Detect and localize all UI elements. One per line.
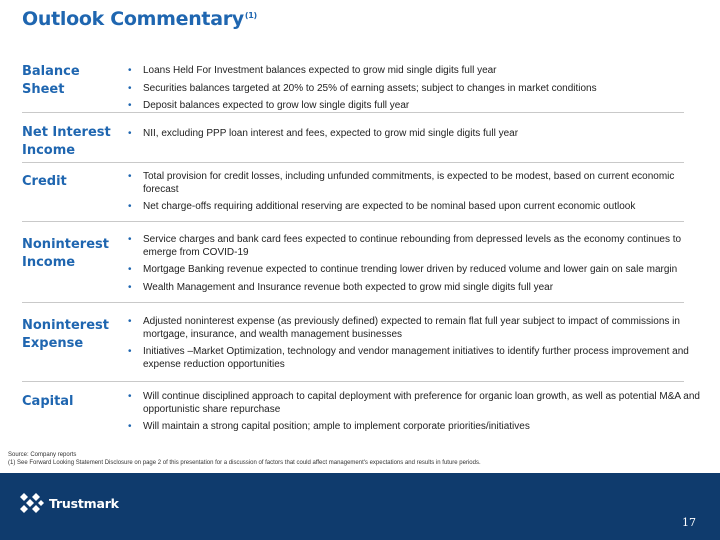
trustmark-logo [18,491,119,515]
title-footnote-marker: (1) [244,10,257,20]
section-divider [22,162,684,163]
label-line: Net Interest [22,125,111,140]
label-line: Balance [22,64,80,79]
section-label-credit [22,173,67,191]
label-line: Credit [22,174,67,189]
label-line: Capital [22,394,74,409]
bullets-credit [126,171,706,219]
bullet-item: • Service charges and bank card fees expected to continue rebounding from depressed levels as the economy continues to emerge from COVID-19 [126,234,706,259]
bullet-item: • Mortgage Banking revenue expected to continue trending lower driven by reduced volume and lower gain on sale margin [126,264,706,277]
section-label-balance-sheet [22,63,80,99]
bullet-item: • Net charge-offs requiring additional reserving are expected to be nominal based upon current economic outlook [126,201,706,214]
label-line: Expense [22,336,84,351]
bullet-item: • Will continue disciplined approach to capital deployment with preference for organic loan growth, as well as potential M&A and opportunistic share repurchase [126,391,706,416]
bullets-capital [126,391,706,439]
section-divider [22,381,684,382]
page-number: 17 [682,516,696,529]
bullet-item: • Total provision for credit losses, including unfunded commitments, is expected to be modest, based on current economic forecast [126,171,706,196]
trustmark-logo-icon [18,491,44,515]
bullet-item: • Deposit balances expected to grow low single digits full year [126,100,706,113]
label-line: Income [22,255,76,270]
section-label-capital [22,393,74,411]
title-text: Outlook Commentary [22,8,244,30]
bullet-item: • Loans Held For Investment balances expected to grow mid single digits full year [126,65,706,78]
section-divider [22,302,684,303]
label-line: Income [22,143,76,158]
label-line: Noninterest [22,318,109,333]
footnote-source: Source: Company reports [8,452,77,458]
bullet-item: • Will maintain a strong capital position; ample to implement corporate priorities/initiatives [126,421,706,434]
bullets-noninterest-income [126,234,706,299]
bullet-item: • Securities balances targeted at 20% to 25% of earning assets; subject to changes in market conditions [126,83,706,96]
bullets-balance-sheet [126,65,706,118]
section-label-noninterest-expense [22,317,109,353]
page-title [22,8,257,30]
logo-text: Trustmark [49,495,119,511]
bullet-item: • Wealth Management and Insurance revenue both expected to grow mid single digits full year [126,282,706,295]
section-divider [22,112,684,113]
section-divider [22,221,684,222]
bullets-noninterest-expense [126,316,706,376]
footnotes [8,451,481,467]
bullets-net-interest-income [126,128,706,146]
section-label-net-interest-income [22,124,111,160]
label-line: Sheet [22,82,65,97]
bullet-item: • NII, excluding PPP loan interest and fees, expected to grow mid single digits full year [126,128,706,141]
bullet-item: • Adjusted noninterest expense (as previously defined) expected to remain flat full year subject to impact of commissions in mortgage, insurance, and wealth management businesses [126,316,706,341]
bullet-item: • Initiatives –Market Optimization, technology and vendor management initiatives to identify further process improvement and expense reduction opportunities [126,346,706,371]
section-label-noninterest-income [22,236,109,272]
footer-bar [0,473,720,540]
footnote-disclosure: (1) See Forward Looking Statement Disclosure on page 2 of this presentation for a discussion of factors that could affect management's expectations and results in future periods. [8,460,481,466]
label-line: Noninterest [22,237,109,252]
